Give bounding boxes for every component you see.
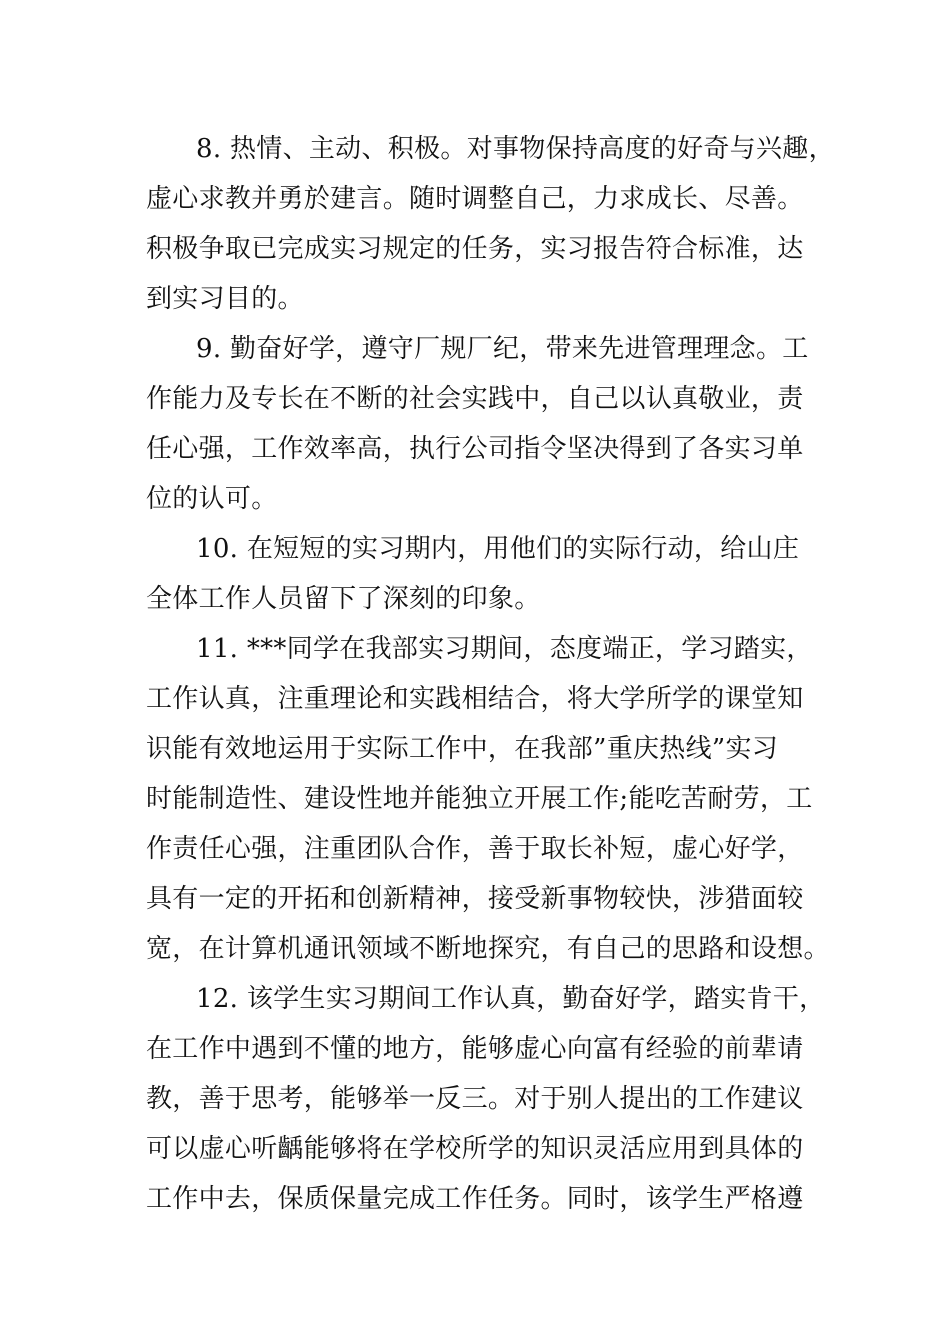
paragraph-8-line-3: 积极争取已完成实习规定的任务，实习报告符合标准，达	[146, 234, 804, 264]
paragraph-11-line-2: 工作认真，注重理论和实践相结合，将大学所学的课堂知	[146, 684, 804, 714]
paragraph-8-line-1: 8. 热情、主动、积极。对事物保持高度的好奇与兴趣，	[196, 134, 835, 164]
paragraph-11-line-5: 作责任心强，注重团队合作，善于取长补短，虚心好学，	[146, 834, 804, 864]
paragraph-12-line-5: 工作中去，保质保量完成工作任务。同时，该学生严格遵	[146, 1184, 804, 1214]
paragraph-12-line-1: 12. 该学生实习期间工作认真，勤奋好学，踏实肯干，	[196, 984, 826, 1014]
paragraph-10-line-1: 10. 在短短的实习期内，用他们的实际行动，给山庄	[196, 534, 800, 564]
paragraph-8-line-4: 到实习目的。	[146, 284, 304, 314]
paragraph-9-line-4: 位的认可。	[146, 484, 278, 514]
paragraph-11-line-1: 11. ***同学在我部实习期间，态度端正，学习踏实，	[196, 634, 813, 664]
paragraph-12-line-2: 在工作中遇到不懂的地方，能够虚心向富有经验的前辈请	[146, 1034, 804, 1064]
paragraph-12-line-3: 教，善于思考，能够举一反三。对于别人提出的工作建议	[146, 1084, 804, 1114]
paragraph-11-line-3: 识能有效地运用于实际工作中，在我部”重庆热线”实习	[146, 734, 779, 764]
paragraph-9-line-2: 作能力及专长在不断的社会实践中，自己以认真敬业，责	[146, 384, 804, 414]
paragraph-9-line-1: 9. 勤奋好学，遵守厂规厂纪，带来先进管理理念。工	[196, 334, 809, 364]
paragraph-12-line-4: 可以虚心听齲能够将在学校所学的知识灵活应用到具体的	[146, 1134, 804, 1164]
paragraph-11-line-4: 时能制造性、建设性地并能独立开展工作;能吃苦耐劳，工	[146, 784, 813, 814]
paragraph-9-line-3: 任心强，工作效率高，执行公司指令坚决得到了各实习单	[146, 434, 804, 464]
paragraph-10-line-2: 全体工作人员留下了深刻的印象。	[146, 584, 541, 614]
paragraph-11-line-6: 具有一定的开拓和创新精神，接受新事物较快，涉猎面较	[146, 884, 804, 914]
paragraph-11-line-7: 宽，在计算机通讯领域不断地探究，有自己的思路和设想。	[146, 934, 830, 964]
paragraph-8-line-2: 虚心求教并勇於建言。随时调整自己，力求成长、尽善。	[146, 184, 804, 214]
